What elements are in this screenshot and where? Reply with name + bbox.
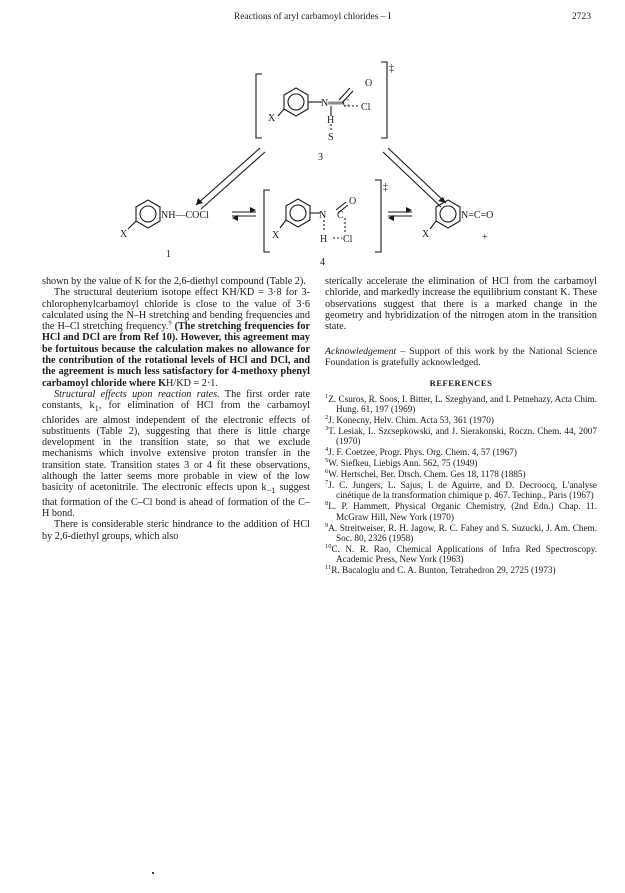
reference-number: 11 bbox=[325, 564, 332, 572]
s4-o: O bbox=[349, 196, 357, 207]
reference-item bbox=[325, 544, 597, 565]
reference-text: T. Lesiak, L. Szcsepkowski, and J. Sierakonski, Roczn. Chem. 44, 2007 (1970) bbox=[328, 426, 597, 447]
arrow-3-to-5 bbox=[388, 148, 446, 203]
reference-text: Z. Csuros, R. Soos, I. Bitter, L. Szeghyand, and I. Petnehazy, Acta Chim. Hung. 61, 197 (1969) bbox=[328, 393, 597, 415]
s5-plus: + bbox=[482, 232, 488, 243]
paragraph-steric-continued: sterically accelerate the elimination of HCl from the carbamoyl chloride, and markedly increase the equilibrium constant K. These observations suggest that there is a marked change in the geometry and hybridization of the nitrogen atom in the transition state. bbox=[325, 276, 597, 333]
reference-text: A. Streitweiser, R. H. Jagow, R. C. Fahey and S. Suzucki, J. Am. Chem. Soc. 80, 2326 (1958) bbox=[328, 522, 597, 544]
reference-item bbox=[325, 523, 597, 544]
reference-number: 10 bbox=[325, 542, 332, 550]
bracket-left-4 bbox=[264, 190, 270, 252]
s3-n-eq-c: N══C bbox=[321, 98, 350, 109]
reference-text: J. C. Jungers, L. Sajus, I. de Aguirre, and D. Decroocq, L'analyse cinétique de la transformation chimique p. 467. Techinp., Paris (1967) bbox=[328, 480, 597, 501]
page-mark bbox=[152, 872, 154, 874]
reference-number: 6 bbox=[325, 468, 329, 476]
reference-number: 9 bbox=[325, 521, 329, 529]
reference-item bbox=[325, 458, 597, 468]
acknowledgement: Acknowledgement – Support of this work by the National Science Foundation is gratefully acknowledged. bbox=[325, 346, 597, 369]
s3-s: S bbox=[328, 132, 334, 143]
reference-number: 8 bbox=[325, 500, 329, 508]
s3-dagger: ‡ bbox=[389, 63, 394, 74]
reference-number: 2 bbox=[325, 414, 329, 422]
reference-text: W. Hertschel, Ber. Dtsch. Chem. Ges 18, 1178 (1885) bbox=[328, 469, 526, 480]
s1-formula: NH—COCl bbox=[161, 210, 209, 221]
right-column bbox=[325, 276, 597, 576]
reference-text: R. Bacaloglu and C. A. Bunton, Tetrahedron 29, 2725 (1973) bbox=[331, 565, 556, 576]
label-compound-4: 4 bbox=[320, 257, 325, 268]
bracket-right-4 bbox=[375, 180, 381, 252]
references-heading: REFERENCES bbox=[429, 378, 493, 389]
structure-isocyanate bbox=[430, 200, 460, 229]
running-header-title: Reactions of aryl carbamoyl chlorides – I bbox=[233, 12, 392, 22]
paragraph-isotope-effect: The structural deuterium isotope effect KH/KD = 3·8 for 3-chlorophenylcarbamoyl chloride is close to the value of 3·6 calculated using the N–H stretching and bending frequencies and the H–Cl stretching frequency.$^9$ (The stretching frequencies for HCl and DCl are from Ref 10). However, this agreement may be fortuitous because the calculation makes no allowance for the contribution of the rotational levels of HCl and DCl, and the agreement is much less satisfactory for 4-methoxy phenyl carbamoyl chloride where KH/KD = 2·1. bbox=[42, 287, 310, 389]
references-list bbox=[325, 394, 597, 576]
s3-x: X bbox=[268, 113, 276, 124]
reference-number: 1 bbox=[325, 392, 329, 400]
s4-x: X bbox=[272, 230, 280, 241]
s3-h: H bbox=[327, 115, 335, 126]
label-compound-3: 3 bbox=[318, 152, 323, 163]
s4-dagger: ‡ bbox=[383, 182, 388, 193]
reference-number: 5 bbox=[325, 457, 329, 465]
s3-o: O bbox=[365, 78, 373, 89]
reference-number: 7 bbox=[325, 478, 329, 486]
left-column bbox=[42, 276, 310, 542]
s4-cl: Cl bbox=[343, 234, 353, 245]
reference-text: C. N. R. Rao, Chemical Applications of Infra Red Spectroscopy. Academic Press, New York (1963) bbox=[331, 543, 597, 565]
page-number: 2723 bbox=[572, 12, 591, 22]
s3-cl: Cl bbox=[361, 102, 371, 113]
bracket-left-3 bbox=[256, 74, 262, 138]
arrow-1-to-3 bbox=[196, 148, 260, 205]
reference-item bbox=[325, 415, 597, 425]
reference-number: 3 bbox=[325, 424, 329, 432]
reference-text: W. Siefkeu, Liebigs Ann. 562, 75 (1949) bbox=[328, 458, 478, 469]
reference-item bbox=[325, 447, 597, 457]
s5-x: X bbox=[422, 229, 430, 240]
reference-item bbox=[325, 426, 597, 447]
reference-text: L. P. Hammett, Physical Organic Chemistry, (2nd Edn.) Chap. 11. McGraw Hill, New York (1970) bbox=[328, 501, 597, 522]
reference-item bbox=[325, 501, 597, 522]
paragraph-continued: shown by the value of K for the 2,6-diethyl compound (Table 2). bbox=[42, 276, 306, 287]
reference-item bbox=[325, 480, 597, 501]
s1-x: X bbox=[120, 229, 128, 240]
s5-formula: N=C=O bbox=[461, 210, 494, 221]
reference-item bbox=[325, 394, 597, 415]
paragraph-steric: There is considerable steric hindrance to the addition of HCl by 2,6-diethyl groups, which also bbox=[42, 519, 310, 542]
reference-item bbox=[325, 565, 597, 575]
reference-text: J. Konecny, Helv. Chim. Acta 53, 361 (1970) bbox=[328, 415, 494, 426]
s4-n: N bbox=[319, 210, 327, 221]
reference-item bbox=[325, 469, 597, 479]
s4-h: H bbox=[320, 234, 328, 245]
structure-1 bbox=[128, 200, 160, 229]
label-compound-1: 1 bbox=[166, 249, 171, 260]
reaction-scheme bbox=[0, 0, 625, 270]
bracket-right-3 bbox=[381, 62, 387, 138]
paragraph-structural-effects: Structural effects upon reaction rates. The first order rate constants, $k_1$, for elimination of HCl from the carbamoyl chlorides are almost independent of the electronic effects of substituents (Table 2), suggesting that there is little charge development in the transition state, so that we exclude mechanisms which involve extensive proton transfer in the transition state. Transition states 3 or 4 fit these observations, although the latter seems more probable in view of the low basicity of acetonitrile. The electronic effects upon $k_{-1}$ suggest that formation of the C–Cl bond is ahead of formation of the C–H bond. bbox=[42, 388, 311, 519]
s4-c: C bbox=[337, 210, 344, 221]
reference-text: J. F. Coetzee, Progr. Phys. Org. Chem. 4, 57 (1967) bbox=[328, 447, 517, 458]
reference-number: 4 bbox=[325, 446, 329, 454]
